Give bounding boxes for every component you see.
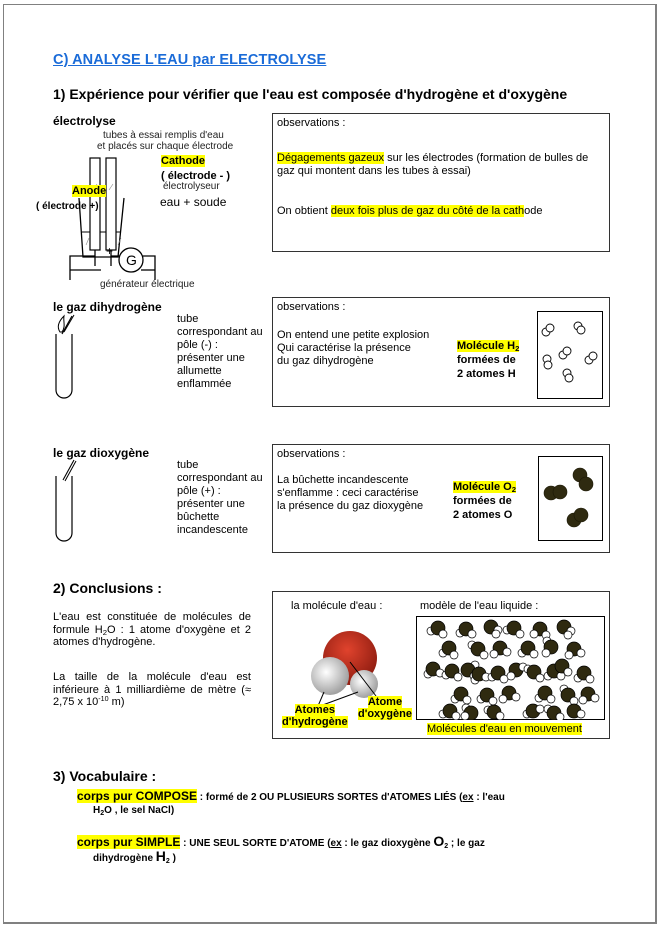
vocab-compose-term: corps pur COMPOSE xyxy=(77,789,198,803)
section1-heading: 1) Expérience pour vérifier que l'eau est composée d'hydrogène et d'oxygène xyxy=(53,86,568,102)
electrolyse-label: électrolyse xyxy=(53,114,116,128)
conclusion-2-text-a: La taille de la molécule d'eau est inférieure à 1 milliardième de mètre (≈ 2,75 x 10 xyxy=(53,671,251,708)
vocab-simple-ex: ex xyxy=(330,838,342,849)
cathode-label: Cathode xyxy=(161,155,205,167)
instruction-line: pôle (-) : xyxy=(177,339,218,351)
o2-label-line2: formées de xyxy=(453,495,512,507)
test-tube-match-icon xyxy=(50,310,90,410)
h-atoms-line1: Atomes xyxy=(294,704,335,716)
observation-2 xyxy=(277,205,542,218)
observations-title: observations : xyxy=(277,448,346,460)
dihydrogene-instructions xyxy=(177,313,263,391)
instruction-line: présenter une xyxy=(177,352,245,364)
observation-line: On entend une petite explosion xyxy=(277,329,430,341)
conclusion-1-text-a: L'eau est constituée de molécules de formule H xyxy=(53,611,251,636)
conclusion-paragraph-2 xyxy=(53,671,251,709)
plus-sign: + xyxy=(106,244,114,258)
observation-line: Qui caractérise la présence xyxy=(277,342,411,354)
liquid-water-model-diagram xyxy=(416,616,605,720)
vocab-simple-def: : UNE SEUL SORTE D'ATOME ( xyxy=(180,838,331,849)
vocab-compose-paren: ( xyxy=(456,792,463,803)
instruction-line: enflammée xyxy=(177,378,232,390)
vocab-simple-sep: ; le gaz xyxy=(448,838,485,849)
o2-molecule-label xyxy=(453,480,516,522)
vocab-compose-def-b: 2 OU PLUSIEURS SORTES d'ATOMES LIÉS xyxy=(250,792,457,803)
observations-title: observations : xyxy=(277,117,346,129)
vocab-simple-o: O xyxy=(433,833,445,849)
observation-line: s'enflamme : ceci caractérise xyxy=(277,487,419,499)
liquid-model-caption xyxy=(427,723,582,736)
conclusion-paragraph-1 xyxy=(53,611,251,649)
section3-heading: 3) Vocabulaire : xyxy=(53,768,157,784)
cathode-sign: ( électrode - ) xyxy=(161,170,231,182)
o2-label-text: Molécule O xyxy=(453,481,512,493)
dioxygene-observations xyxy=(277,474,423,513)
h2-molecule-label xyxy=(457,339,519,381)
vocab-compose-ex: ex xyxy=(462,792,474,803)
anode-sign: ( électrode +) xyxy=(36,201,99,212)
o-atom-line1: Atome xyxy=(367,696,403,708)
electrolyseur-label: électrolyseur xyxy=(163,181,220,192)
vocab-compose-example-2: O , le sel NaCl) xyxy=(104,805,175,816)
o2-label-line3: 2 atomes O xyxy=(453,509,513,521)
conclusion-2-text-b: m) xyxy=(108,696,125,708)
conclusion-2-exponent: -10 xyxy=(98,695,109,703)
vocab-compose-def-a: : formé de xyxy=(197,792,251,803)
observations-title: observations : xyxy=(277,301,346,313)
vocab-compose-example: : l'eau xyxy=(473,792,505,803)
page-title: C) ANALYSE L'EAU par ELECTROLYSE xyxy=(53,52,327,68)
vocab-simple-term: corps pur SIMPLE xyxy=(77,835,181,849)
o2-subscript: 2 xyxy=(511,485,516,494)
vocab-compose xyxy=(77,790,597,817)
h2-subscript: 2 xyxy=(515,344,520,353)
water-molecule-title: la molécule d'eau : xyxy=(291,600,383,612)
vocab-simple-example: : le gaz dioxygène xyxy=(341,838,434,849)
dioxygene-label: le gaz dioxygène xyxy=(53,446,150,460)
dihydrogene-label: le gaz dihydrogène xyxy=(53,300,162,314)
electrolyse-observations-box xyxy=(272,113,610,252)
observation-line: La bûchette incandescente xyxy=(277,474,409,486)
observation-line: la présence du gaz dioxygène xyxy=(277,500,424,512)
h-atoms-line2: d'hydrogène xyxy=(282,716,348,728)
vocab-compose-h: H xyxy=(93,805,101,816)
generator-letter: G xyxy=(126,252,137,268)
instruction-line: correspondant au xyxy=(177,472,263,484)
instruction-line: allumette xyxy=(177,365,222,377)
dioxygene-observations-box xyxy=(272,444,610,553)
hydrogen-atoms-label xyxy=(282,704,348,728)
water-model-box xyxy=(272,591,610,739)
anode-label: Anode xyxy=(72,185,107,197)
tubes-note-1: tubes à essai remplis d'eau xyxy=(103,130,224,141)
generator-label: générateur électrique xyxy=(100,279,195,290)
conclusion-1-subscript: 2 xyxy=(102,627,108,637)
solution-label: eau + soude xyxy=(160,195,227,209)
instruction-line: bûchette xyxy=(177,511,220,523)
instruction-line: correspondant au xyxy=(177,326,263,338)
vocab-simple-line2: dihydrogène xyxy=(93,853,156,864)
o-atom-line2: d'oxygène xyxy=(358,708,412,720)
dihydrogene-observations xyxy=(277,329,429,368)
dioxygene-instructions xyxy=(177,459,263,537)
h2-molecules-diagram xyxy=(537,311,603,399)
vocab-compose-sub: 2 xyxy=(100,810,105,817)
observation-2-highlight: deux fois plus de gaz du côté de la cath xyxy=(330,205,525,217)
tubes-note-2: et placés sur chaque électrode xyxy=(97,141,234,152)
observation-1-text: sur les électrodes (formation de bulles de gaz qui montent dans les tubes à essai) xyxy=(277,152,589,177)
dihydrogene-observations-box xyxy=(272,297,610,407)
vocab-simple-o-sub: 2 xyxy=(444,843,449,850)
instruction-line: présenter une xyxy=(177,498,245,510)
instruction-line: tube xyxy=(177,313,199,325)
conclusion-1-text-b: O : 1 atome d'oxygène et 2 atomes d'hydrogène. xyxy=(53,623,251,648)
test-tube-splint-icon xyxy=(50,458,90,548)
liquid-model-caption-text: Molécules d'eau en mouvement xyxy=(427,723,582,735)
observation-1-highlight: Dégagements gazeux xyxy=(277,152,385,164)
observation-1 xyxy=(277,152,605,178)
observation-2-prefix: On obtient xyxy=(277,205,331,217)
instruction-line: pôle (+) : xyxy=(177,485,221,497)
h2-label-line2: formées de xyxy=(457,354,516,366)
observation-2-suffix: ode xyxy=(524,205,543,217)
liquid-water-model-title: modèle de l'eau liquide : xyxy=(420,600,539,612)
h2-label-text: Molécule H xyxy=(457,340,516,352)
vocab-simple-h: H xyxy=(155,848,166,864)
oxygen-atom-label xyxy=(358,696,412,720)
observation-line: du gaz dihydrogène xyxy=(277,355,374,367)
vocab-simple-h-sub: 2 xyxy=(165,858,170,865)
section2-heading: 2) Conclusions : xyxy=(53,580,162,596)
vocab-simple xyxy=(77,835,597,865)
instruction-line: tube xyxy=(177,459,199,471)
vocab-simple-close: ) xyxy=(169,853,176,864)
h2-label-line3: 2 atomes H xyxy=(457,368,516,380)
instruction-line: incandescente xyxy=(177,524,248,536)
o2-molecules-diagram xyxy=(538,456,603,541)
